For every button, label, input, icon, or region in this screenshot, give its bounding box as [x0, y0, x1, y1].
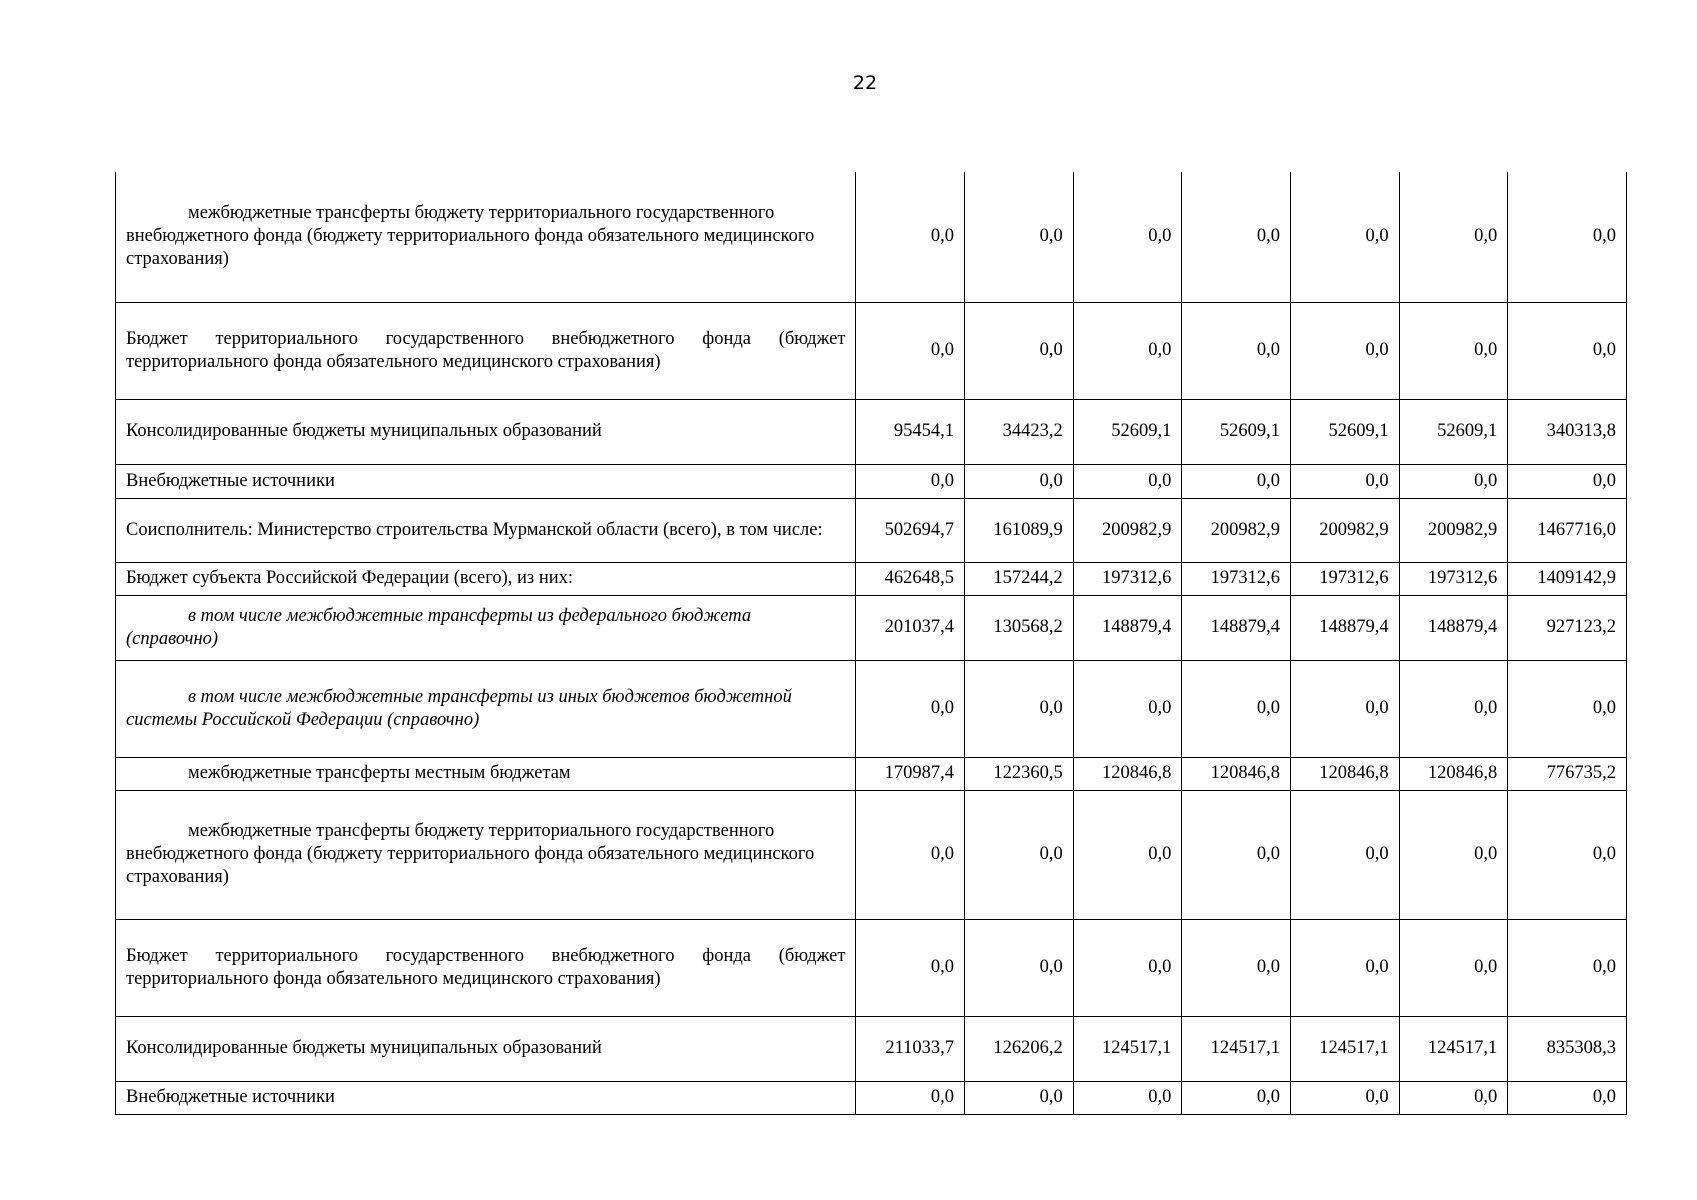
- total-cell: 835308,3: [1508, 1016, 1627, 1081]
- value-cell: 0,0: [1182, 660, 1291, 757]
- table-row: [116, 1016, 1627, 1081]
- value-cell: 0,0: [1399, 919, 1508, 1016]
- total-cell: 1409142,9: [1508, 562, 1627, 595]
- row-label: в том числе межбюджетные трансферты из иных бюджетов бюджетной системы Российской Федерации (справочно): [116, 660, 856, 757]
- value-cell: 52609,1: [1182, 399, 1291, 464]
- value-cell: 211033,7: [856, 1016, 965, 1081]
- total-cell: 776735,2: [1508, 757, 1627, 790]
- value-cell: 148879,4: [1073, 595, 1182, 660]
- value-cell: 0,0: [1290, 660, 1399, 757]
- value-cell: 120846,8: [1290, 757, 1399, 790]
- row-label: Соисполнитель: Министерство строительства Мурманской области (всего), в том числе:: [116, 498, 856, 562]
- value-cell: 200982,9: [1399, 498, 1508, 562]
- row-label: Бюджет субъекта Российской Федерации (всего), из них:: [116, 562, 856, 595]
- value-cell: 126206,2: [965, 1016, 1074, 1081]
- value-cell: 0,0: [1182, 172, 1291, 302]
- value-cell: 124517,1: [1073, 1016, 1182, 1081]
- total-cell: 0,0: [1508, 172, 1627, 302]
- value-cell: 148879,4: [1290, 595, 1399, 660]
- value-cell: 148879,4: [1182, 595, 1291, 660]
- table-row: [116, 399, 1627, 464]
- value-cell: 0,0: [1399, 1081, 1508, 1114]
- table-row: [116, 464, 1627, 498]
- row-label: Бюджет территориального государственного внебюджетного фонда (бюджет территориального фонда обязательного медицинского страхования): [116, 919, 856, 1016]
- value-cell: 0,0: [1399, 172, 1508, 302]
- value-cell: 120846,8: [1073, 757, 1182, 790]
- value-cell: 0,0: [1290, 302, 1399, 399]
- value-cell: 197312,6: [1399, 562, 1508, 595]
- value-cell: 124517,1: [1290, 1016, 1399, 1081]
- value-cell: 124517,1: [1399, 1016, 1508, 1081]
- value-cell: 122360,5: [965, 757, 1074, 790]
- value-cell: 0,0: [1073, 919, 1182, 1016]
- row-label: Внебюджетные источники: [116, 1081, 856, 1114]
- table-row: [116, 757, 1627, 790]
- value-cell: 0,0: [1399, 790, 1508, 919]
- budget-table: [115, 172, 1627, 1115]
- row-label: межбюджетные трансферты бюджету территориального государственного внебюджетного фонда (бюджету территориального фонда обязательного медицинского страхования): [116, 172, 856, 302]
- total-cell: 0,0: [1508, 660, 1627, 757]
- row-label: межбюджетные трансферты местным бюджетам: [116, 757, 856, 790]
- value-cell: 52609,1: [1290, 399, 1399, 464]
- table-row: [116, 562, 1627, 595]
- value-cell: 502694,7: [856, 498, 965, 562]
- value-cell: 124517,1: [1182, 1016, 1291, 1081]
- value-cell: 52609,1: [1399, 399, 1508, 464]
- value-cell: 0,0: [1399, 302, 1508, 399]
- value-cell: 197312,6: [1182, 562, 1291, 595]
- value-cell: 462648,5: [856, 562, 965, 595]
- table-row: [116, 919, 1627, 1016]
- table-row: [116, 1081, 1627, 1114]
- value-cell: 0,0: [965, 302, 1074, 399]
- value-cell: 200982,9: [1290, 498, 1399, 562]
- value-cell: 0,0: [856, 464, 965, 498]
- table-row: [116, 172, 1627, 302]
- value-cell: 0,0: [1073, 464, 1182, 498]
- total-cell: 0,0: [1508, 790, 1627, 919]
- value-cell: 170987,4: [856, 757, 965, 790]
- value-cell: 0,0: [1073, 172, 1182, 302]
- value-cell: 197312,6: [1073, 562, 1182, 595]
- table-row: [116, 498, 1627, 562]
- total-cell: 927123,2: [1508, 595, 1627, 660]
- value-cell: 34423,2: [965, 399, 1074, 464]
- value-cell: 0,0: [1182, 302, 1291, 399]
- value-cell: 0,0: [1073, 660, 1182, 757]
- value-cell: 0,0: [856, 1081, 965, 1114]
- value-cell: 0,0: [1073, 790, 1182, 919]
- value-cell: 0,0: [856, 790, 965, 919]
- value-cell: 161089,9: [965, 498, 1074, 562]
- value-cell: 0,0: [1073, 1081, 1182, 1114]
- value-cell: 0,0: [1290, 172, 1399, 302]
- value-cell: 120846,8: [1399, 757, 1508, 790]
- row-label: Внебюджетные источники: [116, 464, 856, 498]
- value-cell: 0,0: [1290, 464, 1399, 498]
- value-cell: 0,0: [1182, 919, 1291, 1016]
- value-cell: 0,0: [965, 172, 1074, 302]
- total-cell: 0,0: [1508, 919, 1627, 1016]
- value-cell: 157244,2: [965, 562, 1074, 595]
- value-cell: 0,0: [965, 660, 1074, 757]
- value-cell: 0,0: [1182, 464, 1291, 498]
- value-cell: 130568,2: [965, 595, 1074, 660]
- value-cell: 0,0: [856, 919, 965, 1016]
- value-cell: 0,0: [965, 790, 1074, 919]
- value-cell: 0,0: [965, 919, 1074, 1016]
- value-cell: 0,0: [965, 1081, 1074, 1114]
- value-cell: 200982,9: [1073, 498, 1182, 562]
- page-number: 22: [852, 72, 878, 94]
- row-label: Консолидированные бюджеты муниципальных образований: [116, 1016, 856, 1081]
- table-row: [116, 302, 1627, 399]
- value-cell: 197312,6: [1290, 562, 1399, 595]
- value-cell: 0,0: [856, 302, 965, 399]
- value-cell: 0,0: [1073, 302, 1182, 399]
- total-cell: 340313,8: [1508, 399, 1627, 464]
- value-cell: 52609,1: [1073, 399, 1182, 464]
- row-label: межбюджетные трансферты бюджету территориального государственного внебюджетного фонда (бюджету территориального фонда обязательного медицинского страхования): [116, 790, 856, 919]
- total-cell: 0,0: [1508, 1081, 1627, 1114]
- value-cell: 200982,9: [1182, 498, 1291, 562]
- value-cell: 120846,8: [1182, 757, 1291, 790]
- value-cell: 0,0: [965, 464, 1074, 498]
- value-cell: 0,0: [856, 172, 965, 302]
- value-cell: 201037,4: [856, 595, 965, 660]
- value-cell: 0,0: [1182, 790, 1291, 919]
- value-cell: 0,0: [1182, 1081, 1291, 1114]
- value-cell: 0,0: [856, 660, 965, 757]
- value-cell: 0,0: [1290, 919, 1399, 1016]
- value-cell: 0,0: [1290, 1081, 1399, 1114]
- row-label: Бюджет территориального государственного внебюджетного фонда (бюджет территориального фонда обязательного медицинского страхования): [116, 302, 856, 399]
- row-label: Консолидированные бюджеты муниципальных образований: [116, 399, 856, 464]
- value-cell: 0,0: [1399, 464, 1508, 498]
- table-row: [116, 790, 1627, 919]
- table-row: [116, 660, 1627, 757]
- total-cell: 0,0: [1508, 464, 1627, 498]
- value-cell: 0,0: [1290, 790, 1399, 919]
- row-label: в том числе межбюджетные трансферты из федерального бюджета (справочно): [116, 595, 856, 660]
- value-cell: 0,0: [1399, 660, 1508, 757]
- value-cell: 95454,1: [856, 399, 965, 464]
- value-cell: 148879,4: [1399, 595, 1508, 660]
- total-cell: 0,0: [1508, 302, 1627, 399]
- table-row: [116, 595, 1627, 660]
- total-cell: 1467716,0: [1508, 498, 1627, 562]
